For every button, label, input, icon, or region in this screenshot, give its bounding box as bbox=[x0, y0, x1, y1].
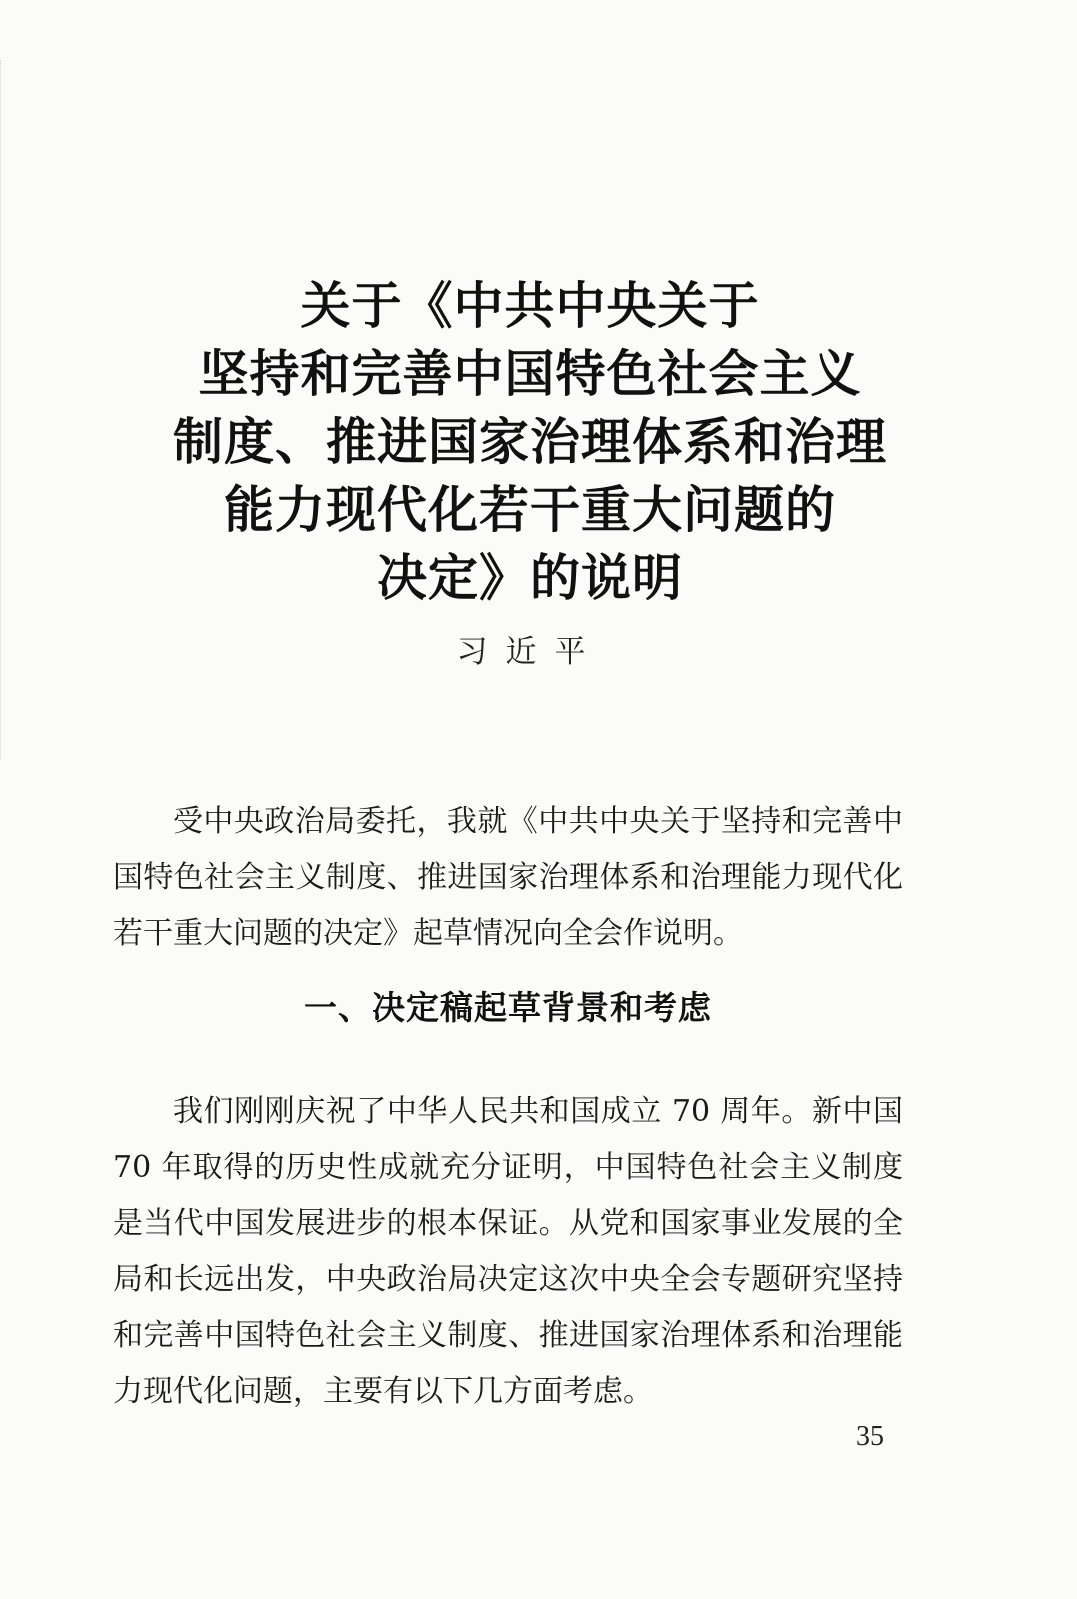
title-line-5: 决定》的说明 bbox=[377, 549, 683, 607]
body-paragraph: 我们刚刚庆祝了中华人民共和国成立 70 周年。新中国 70 年取得的历史性成就充分证明，中国特色社会主义制度是当代中国发展进步的根本保证。从党和国家事业发展的全局和长远出发，中央政治局决定这次中央全会专题研究坚持和完善中国特色社会主义制度、推进国家治理体系和治理能力现代化问题，主要有以下几方面考虑。 bbox=[113, 1094, 903, 1409]
title-line-2: 坚持和完善中国特色社会主义 bbox=[198, 345, 862, 403]
scan-edge-marks bbox=[0, 60, 7, 760]
section-heading: 一、决定稿起草背景和考虑 bbox=[304, 988, 712, 1027]
document-title bbox=[120, 272, 940, 612]
title-line-3: 制度、推进国家治理体系和治理 bbox=[173, 413, 887, 471]
intro-paragraph: 受中央政治局委托，我就《中共中央关于坚持和完善中国特色社会主义制度、推进国家治理体系和治理能力现代化若干重大问题的决定》起草情况向全会作说明。 bbox=[113, 804, 903, 951]
title-line-1: 关于《中共中央关于 bbox=[300, 277, 760, 335]
author-name: 习近平 bbox=[456, 634, 604, 670]
title-line-4: 能力现代化若干重大问题的 bbox=[224, 481, 836, 539]
page-number: 35 bbox=[856, 1421, 884, 1452]
